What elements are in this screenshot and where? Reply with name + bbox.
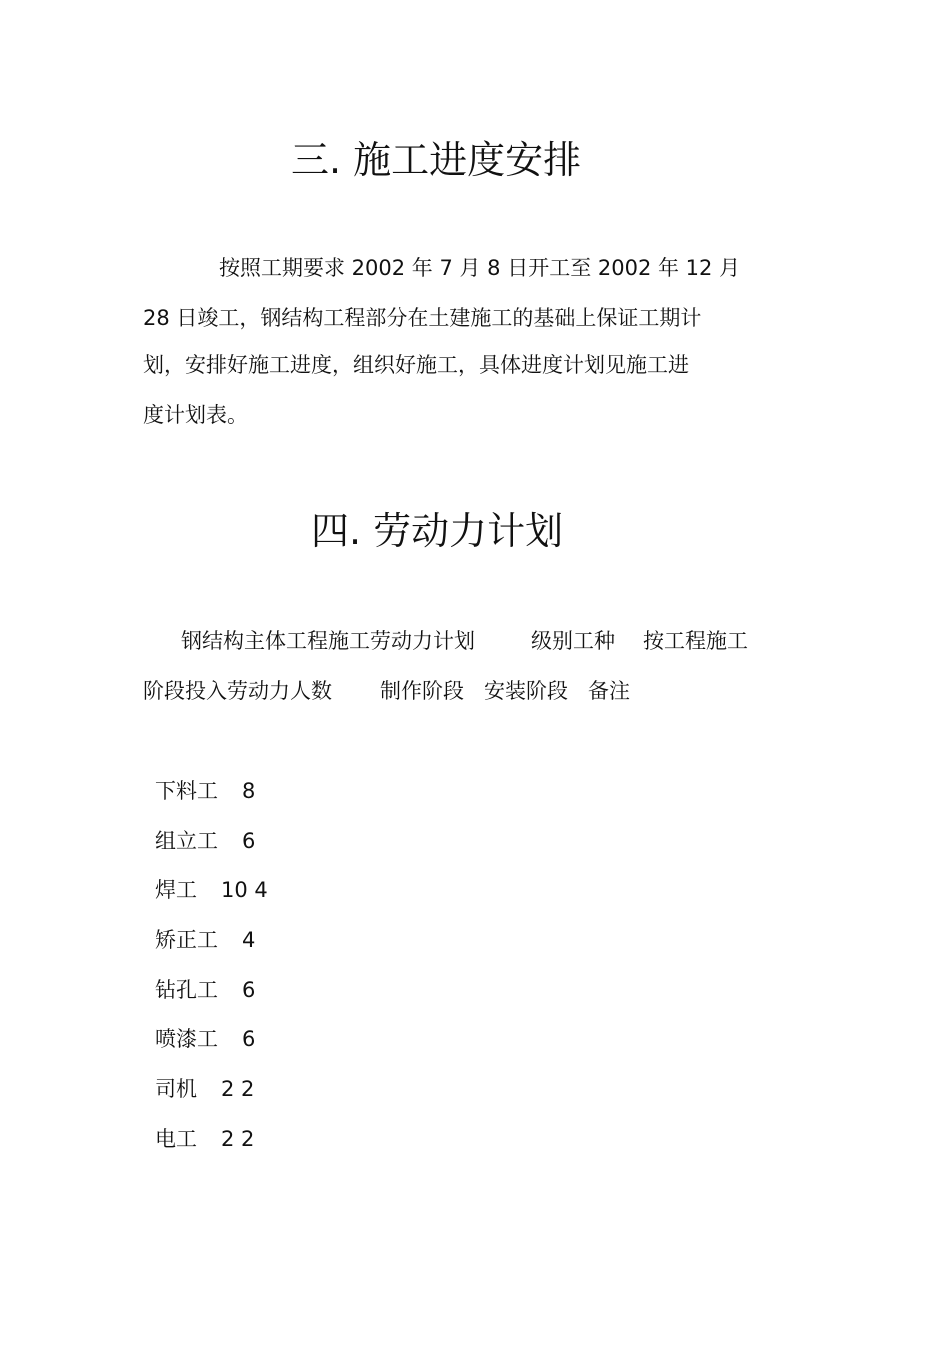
labor-plan-header-line-2 bbox=[143, 677, 630, 705]
section-3-paragraph-line-3: 划，安排好施工进度，组织好施工，具体进度计划见施工进 bbox=[143, 353, 689, 377]
list-item bbox=[155, 1075, 268, 1125]
worker-count: 8 bbox=[242, 779, 256, 803]
trade-name: 矫正工 bbox=[155, 928, 218, 953]
list-item bbox=[155, 976, 268, 1026]
worker-count: 6 bbox=[242, 977, 256, 1002]
list-item bbox=[155, 1025, 268, 1075]
trade-name: 焊工 bbox=[155, 878, 197, 903]
trade-name: 钻孔工 bbox=[155, 977, 218, 1002]
list-item bbox=[155, 926, 268, 976]
worker-count: 2 2 bbox=[221, 1077, 255, 1102]
trade-name: 组立工 bbox=[155, 828, 218, 853]
list-item bbox=[155, 876, 268, 926]
section-4-title: 四. 劳动力计划 bbox=[311, 509, 564, 553]
section-3-paragraph-line-2: 28 日竣工，钢结构工程部分在土建施工的基础上保证工期计 bbox=[143, 306, 702, 330]
worker-count: 6 bbox=[242, 1027, 256, 1052]
trade-name: 喷漆工 bbox=[155, 1027, 218, 1052]
column-header-remarks: 备注 bbox=[588, 679, 630, 703]
column-header-stage-intro: 按工程施工 bbox=[643, 629, 748, 653]
column-header-installation: 安装阶段 bbox=[484, 679, 568, 703]
list-item bbox=[155, 777, 268, 827]
labor-plan-list bbox=[155, 777, 268, 1175]
trade-name: 下料工 bbox=[155, 779, 218, 803]
section-3-title: 三. 施工进度安排 bbox=[291, 138, 582, 182]
list-item bbox=[155, 1125, 268, 1175]
worker-count: 4 bbox=[242, 928, 256, 953]
section-3-paragraph-line-1: 按照工期要求 2002 年 7 月 8 日开工至 2002 年 12 月 bbox=[219, 256, 741, 280]
column-header-fabrication: 制作阶段 bbox=[380, 679, 464, 703]
worker-count: 6 bbox=[242, 828, 256, 853]
worker-count: 2 2 bbox=[221, 1126, 255, 1151]
column-header-workers: 阶段投入劳动力人数 bbox=[143, 679, 332, 703]
labor-plan-header-line-1 bbox=[181, 627, 748, 655]
trade-name: 司机 bbox=[155, 1077, 197, 1102]
column-header-trade: 级别工种 bbox=[531, 629, 615, 653]
worker-count: 10 4 bbox=[221, 878, 268, 903]
labor-plan-title: 钢结构主体工程施工劳动力计划 bbox=[181, 629, 475, 653]
list-item bbox=[155, 827, 268, 877]
section-3-paragraph-line-4: 度计划表。 bbox=[143, 403, 248, 427]
trade-name: 电工 bbox=[155, 1126, 197, 1151]
